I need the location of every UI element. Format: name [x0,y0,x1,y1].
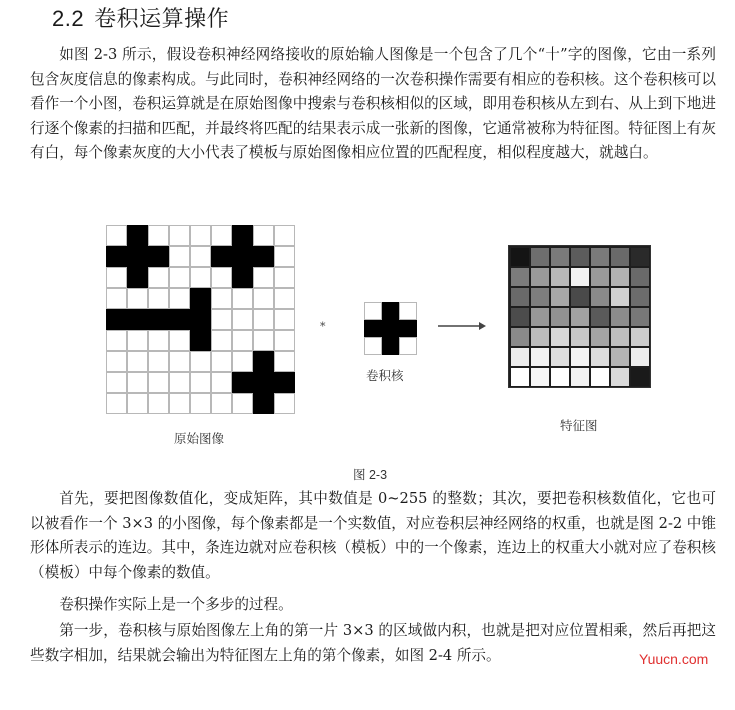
feature-pixel [571,328,589,346]
feature-pixel [591,328,609,346]
feature-pixel [611,268,629,286]
original-pixel [232,288,253,309]
feature-pixel [631,308,649,326]
feature-pixel [531,288,549,306]
feature-pixel [631,288,649,306]
feature-pixel [531,348,549,366]
original-pixel [169,267,190,288]
original-pixel [274,225,295,246]
original-pixel [190,309,211,330]
kernel-pixel [399,320,417,338]
feature-pixel [571,268,589,286]
feature-pixel [511,288,529,306]
feature-pixel [571,248,589,266]
kernel-pixel [399,337,417,355]
kernel-pixel [382,337,400,355]
original-pixel [169,225,190,246]
feature-pixel [611,368,629,386]
original-pixel [211,372,232,393]
original-pixel [211,351,232,372]
feature-pixel [571,348,589,366]
original-pixel [232,225,253,246]
original-image-label: 原始图像 [174,431,225,446]
feature-pixel [551,368,569,386]
feature-pixel [551,268,569,286]
feature-pixel [571,308,589,326]
paragraph-intro: 如图 2-3 所示，假设卷积神经网络接收的原始输人图像是一个包含了几个“十”字的图像，它由一系列包含灰度信息的像素构成。与此同时，卷积神经网络的一次卷积操作需要有相应的卷积核。这个卷积核可以看作一个小图，卷积运算就是在原始图像中搜索与卷积核相似的区域，即用卷积核从左到右、从上到下地进行逐个像素的扫描和匹配，并最终将匹配的结果表示成一张新的图像，它通常被称为特征图。特征图上有灰有白，每个像素灰度的大小代表了模板与原始图像相应位置的匹配程度，相似程度越大，就越白。 [30,46,716,162]
original-pixel [190,393,211,414]
feature-pixel [591,368,609,386]
original-pixel [106,267,127,288]
original-pixel [148,309,169,330]
original-pixel [106,288,127,309]
original-pixel [127,267,148,288]
kernel-pixel [382,302,400,320]
original-pixel [211,288,232,309]
original-pixel [253,330,274,351]
feature-pixel [511,368,529,386]
original-pixel [169,330,190,351]
original-pixel [148,330,169,351]
original-pixel [274,288,295,309]
original-pixel [253,351,274,372]
feature-pixel [591,348,609,366]
original-pixel [274,372,295,393]
original-pixel [169,309,190,330]
original-pixel [169,351,190,372]
original-pixel [232,393,253,414]
original-pixel [106,246,127,267]
original-pixel [148,351,169,372]
feature-map-grid [508,245,651,388]
feature-pixel [511,348,529,366]
original-pixel [190,246,211,267]
original-pixel [232,351,253,372]
kernel-label: 卷积核 [366,368,404,383]
convolution-operator: * [320,320,326,333]
feature-pixel [591,288,609,306]
feature-pixel [631,248,649,266]
original-pixel [106,225,127,246]
original-pixel [190,330,211,351]
original-pixel [232,267,253,288]
original-pixel [190,372,211,393]
original-pixel [148,288,169,309]
original-pixel [148,267,169,288]
original-pixel [106,393,127,414]
kernel-pixel [399,302,417,320]
feature-pixel [511,308,529,326]
feature-pixel [591,248,609,266]
original-pixel [274,309,295,330]
original-pixel [274,330,295,351]
section-number: 2.2 [52,6,85,31]
original-pixel [169,288,190,309]
feature-pixel [591,308,609,326]
feature-pixel [611,308,629,326]
original-pixel [106,372,127,393]
original-pixel [190,288,211,309]
section-title: 卷积运算操作 [94,7,230,32]
paragraph-step-one: 第一步，卷积核与原始图像左上角的第一片 3×3 的区域做内积，也就是把对应位置相乘，然后再把这些数字相加，结果就会输出为特征图左上角的第个像素，如图 2-4 所示。 [30,622,716,664]
feature-pixel [611,288,629,306]
original-image-grid [106,225,295,414]
original-pixel [274,393,295,414]
original-pixel [274,246,295,267]
original-pixel [169,393,190,414]
original-pixel [274,267,295,288]
feature-pixel [631,328,649,346]
original-pixel [211,393,232,414]
feature-pixel [631,348,649,366]
arrow-right-icon [437,320,487,332]
section-heading [52,2,229,33]
original-pixel [253,393,274,414]
original-pixel [253,309,274,330]
feature-pixel [511,328,529,346]
feature-pixel [551,308,569,326]
kernel-grid [364,302,417,355]
original-pixel [190,225,211,246]
original-pixel [127,372,148,393]
original-pixel [148,372,169,393]
feature-pixel [611,328,629,346]
original-pixel [253,267,274,288]
original-pixel [232,309,253,330]
original-pixel [211,309,232,330]
paragraph-digitize: 首先，要把图像数值化，变成矩阵，其中数值是 0~255 的整数；其次，要把卷积核数值化，它也可以被看作一个 3×3 的小图像，每个像素都是一个实数值，对应卷积层神经网络的权重，也就是图 2-2 中锥形体所表示的连边。其中，条连边就对应卷积核（模板）中的一个像素，连边上的权重大小就对应了卷积核（模板）中每个像素的数值。 [30,490,716,581]
feature-pixel [531,248,549,266]
kernel-pixel [382,320,400,338]
original-pixel [169,372,190,393]
original-pixel [127,288,148,309]
feature-pixel [511,248,529,266]
original-pixel [253,246,274,267]
original-pixel [232,372,253,393]
original-pixel [253,225,274,246]
feature-pixel [511,268,529,286]
original-pixel [190,267,211,288]
feature-pixel [611,248,629,266]
paragraph-multistep: 卷积操作实际上是一个多步的过程。 [59,596,293,613]
feature-pixel [551,248,569,266]
feature-pixel [531,308,549,326]
feature-pixel [551,348,569,366]
original-pixel [148,246,169,267]
original-pixel [211,246,232,267]
original-pixel [169,246,190,267]
original-pixel [106,351,127,372]
original-pixel [127,309,148,330]
original-pixel [127,225,148,246]
watermark: Yuucn.com [639,651,709,667]
original-pixel [106,330,127,351]
original-pixel [190,351,211,372]
original-pixel [127,246,148,267]
original-pixel [127,393,148,414]
original-pixel [232,330,253,351]
original-pixel [232,246,253,267]
original-pixel [274,351,295,372]
feature-pixel [531,268,549,286]
feature-pixel [611,348,629,366]
feature-pixel [571,368,589,386]
feature-pixel [631,368,649,386]
feature-pixel [591,268,609,286]
original-pixel [148,393,169,414]
original-pixel [253,288,274,309]
original-pixel [211,330,232,351]
feature-pixel [551,328,569,346]
kernel-pixel [364,302,382,320]
original-pixel [211,267,232,288]
feature-map-label: 特征图 [560,418,598,433]
feature-pixel [531,368,549,386]
feature-pixel [551,288,569,306]
original-pixel [127,330,148,351]
kernel-pixel [364,320,382,338]
original-pixel [211,225,232,246]
original-pixel [148,225,169,246]
feature-pixel [571,288,589,306]
original-pixel [253,372,274,393]
kernel-pixel [364,337,382,355]
feature-pixel [631,268,649,286]
figure-caption: 图 2-3 [353,468,388,482]
original-pixel [127,351,148,372]
feature-pixel [531,328,549,346]
original-pixel [106,309,127,330]
